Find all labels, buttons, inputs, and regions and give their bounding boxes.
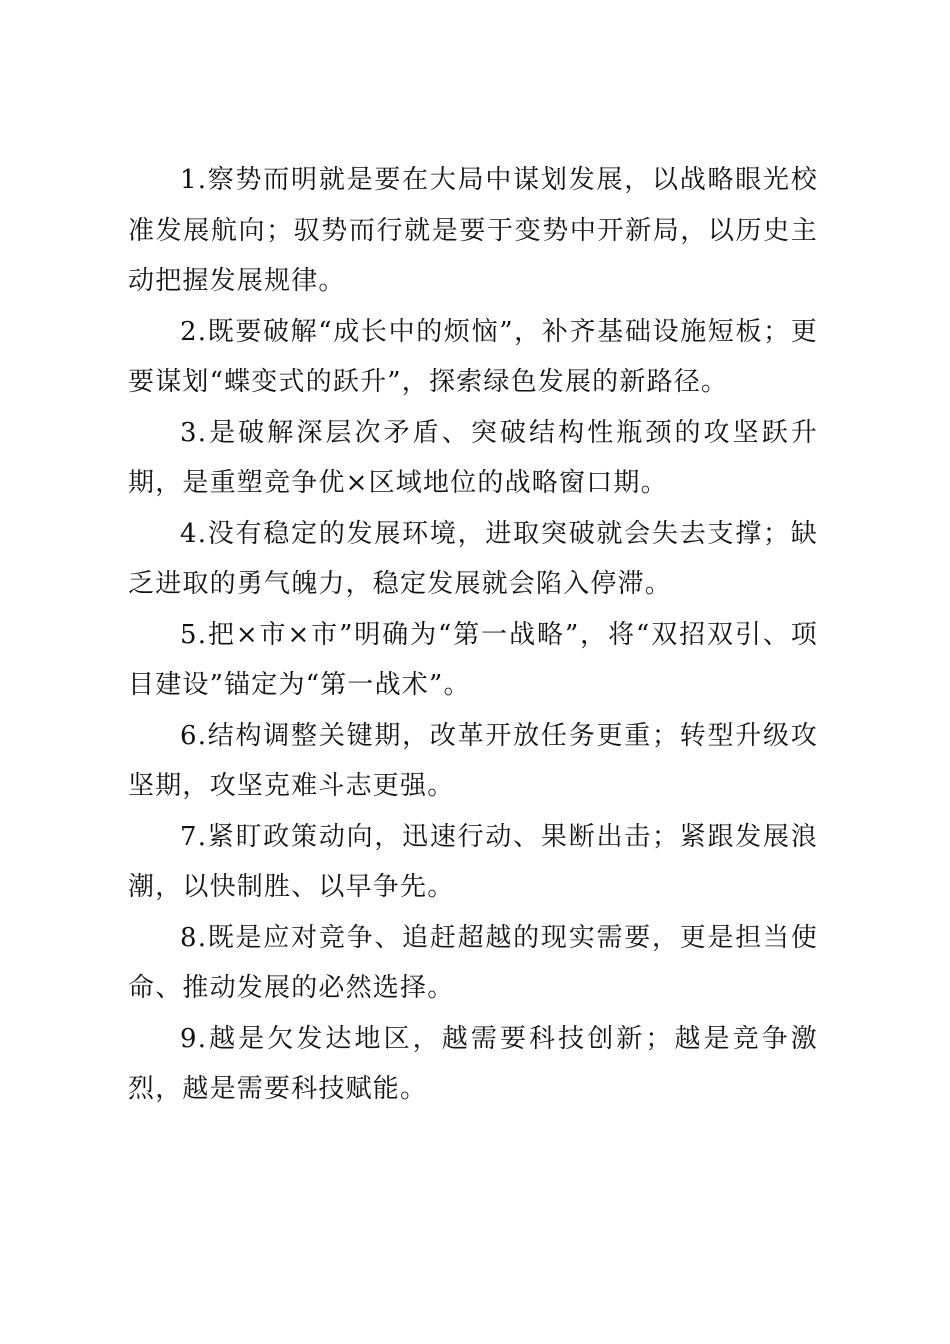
paragraph-8: 8.既是应对竞争、追赶超越的现实需要，更是担当使命、推动发展的必然选择。 <box>128 922 818 1003</box>
paragraph-2: 2.既要破解“成长中的烦恼”，补齐基础设施短板；更要谋划“蝶变式的跃升”，探索绿色发展的新路径。 <box>128 316 818 397</box>
paragraph-7: 7.紧盯政策动向，迅速行动、果断出击；紧跟发展浪潮，以快制胜、以早争先。 <box>128 821 818 902</box>
document-body <box>128 155 818 1115</box>
paragraph-4: 4.没有稳定的发展环境，进取突破就会失去支撑；缺乏进取的勇气魄力，稳定发展就会陷入停滞。 <box>128 518 818 599</box>
paragraph-5: 5.把×市×市”明确为“第一战略”，将“双招双引、项目建设”锚定为“第一战术”。 <box>128 619 818 700</box>
paragraph-1: 1.察势而明就是要在大局中谋划发展，以战略眼光校准发展航向；驭势而行就是要于变势中开新局，以历史主动把握发展规律。 <box>128 165 818 296</box>
paragraph-6: 6.结构调整关键期，改革开放任务更重；转型升级攻坚期，攻坚克难斗志更强。 <box>128 720 818 801</box>
paragraph-3: 3.是破解深层次矛盾、突破结构性瓶颈的攻坚跃升期，是重塑竞争优×区域地位的战略窗口期。 <box>128 417 818 498</box>
paragraph-9: 9.越是欠发达地区，越需要科技创新；越是竞争激烈，越是需要科技赋能。 <box>128 1023 818 1104</box>
